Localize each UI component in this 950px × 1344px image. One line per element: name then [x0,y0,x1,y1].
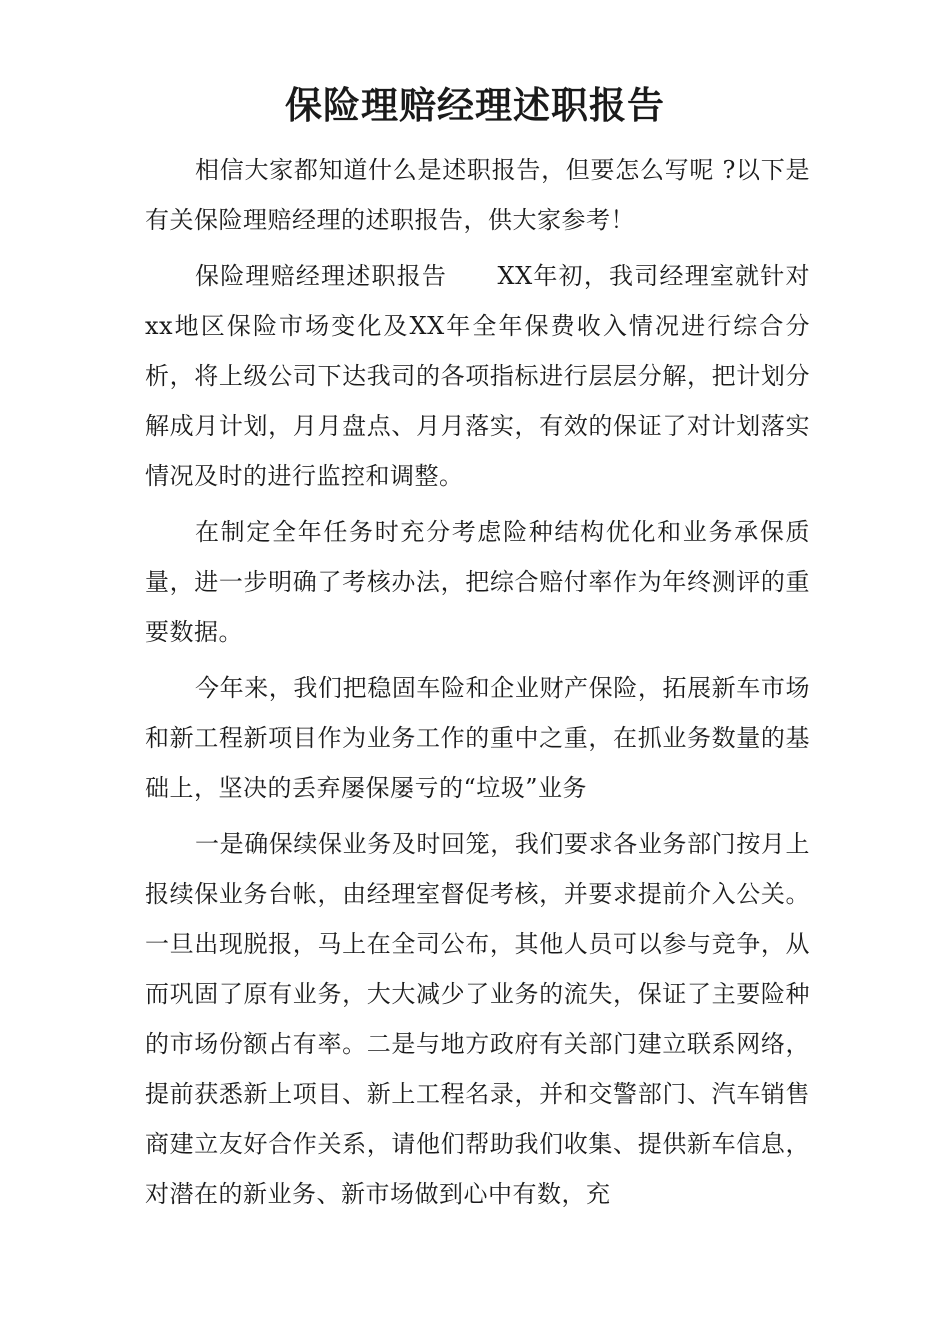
paragraph-business-focus: 今年来，我们把稳固车险和企业财产保险，拓展新车市场和新工程新项目作为业务工作的重中之重，在抓业务数量的基础上，坚决的丢弃屡保屡亏的“垃圾”业务 [145,674,810,802]
paragraph-annual-tasks: 在制定全年任务时充分考虑险种结构优化和业务承保质量，进一步明确了考核办法，把综合赔付率作为年终测评的重要数据。 [145,518,810,646]
paragraph-intro: 相信大家都知道什么是述职报告，但要怎么写呢 ?以下是有关保险理赔经理的述职报告，供大家参考！ [145,156,810,234]
document-body [145,145,810,1225]
document-title: 保险理赔经理述职报告 [285,84,665,127]
paragraph-plan-breakdown: 保险理赔经理述职报告 XX年初，我司经理室就针对xx地区保险市场变化及XX年全年保费收入情况进行综合分析，将上级公司下达我司的各项指标进行层层分解，把计划分解成月计划，月月盘点、月月落实，有效的保证了对计划落实情况及时的进行监控和调整。 [145,262,810,490]
paragraph-measures: 一是确保续保业务及时回笼，我们要求各业务部门按月上报续保业务台帐，由经理室督促考核，并要求提前介入公关。一旦出现脱报，马上在全司公布，其他人员可以参与竞争，从而巩固了原有业务，大大减少了业务的流失，保证了主要险种的市场份额占有率。二是与地方政府有关部门建立联系网络，提前获悉新上项目、新上工程名录，并和交警部门、汽车销售商建立友好合作关系，请他们帮助我们收集、提供新车信息，对潜在的新业务、新市场做到心中有数，充 [145,830,810,1208]
